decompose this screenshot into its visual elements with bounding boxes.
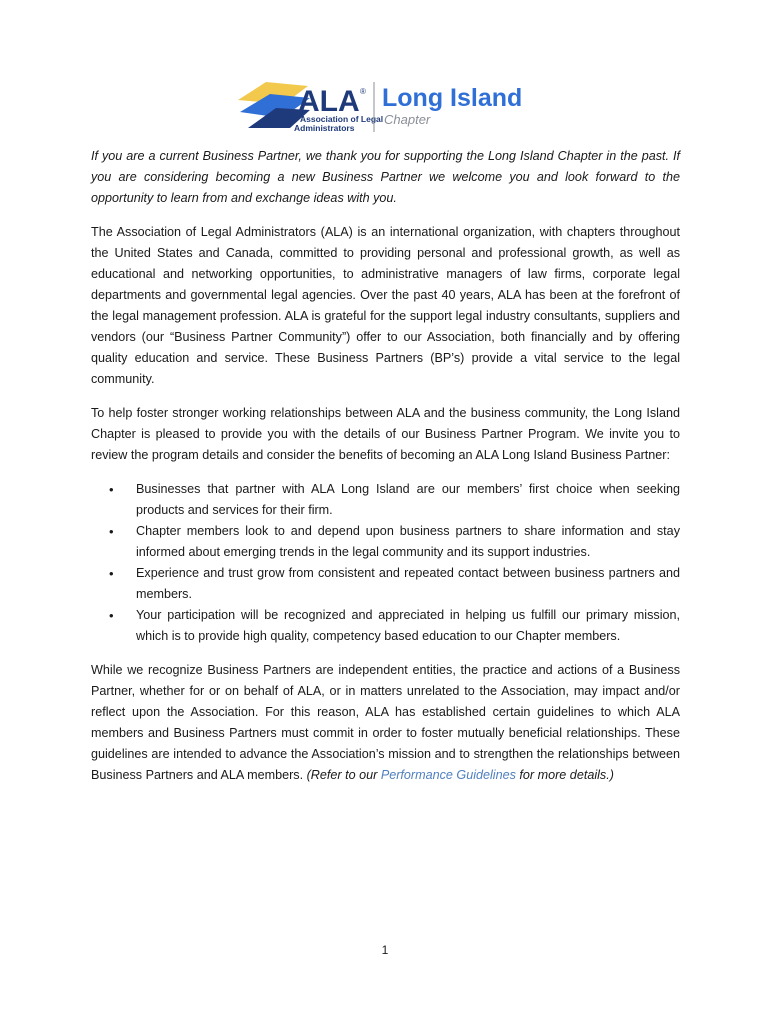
page-number: 1 [381,943,389,957]
ala-long-island-logo [236,78,536,134]
logo-chapter-name: Long Island [382,84,523,112]
logo-registered: ® [360,87,366,96]
refer-prefix: (Refer to our [306,768,378,782]
program-paragraph: To help foster stronger working relationships between ALA and the business community, the Long Island Chapter is pleased to provide you with the details of our Business Partner Program. We invite you to review the program details and consider the benefits of becoming an ALA Long Island Business Partner: [91,406,680,462]
refer-suffix: for more details.) [519,768,614,782]
letter-body [91,146,680,799]
list-item: • Businesses that partner with ALA Long Island are our members’ first choice when seeking products and services for their firm. [136,479,680,521]
list-item: • Your participation will be recognized and appreciated in helping us fulfill our primary mission, which is to provide high quality, competency based education to our Chapter members. [136,605,680,647]
list-item: • Chapter members look to and depend upon business partners to share information and stay informed about emerging trends in the legal community and its support industries. [136,521,680,563]
logo-chapter-label: Chapter [384,112,431,127]
benefits-list [91,479,680,647]
guidelines-text: While we recognize Business Partners are independent entities, the practice and actions of a Business Partner, whether for or on behalf of ALA, or in matters unrelated to the Association, may impact and/or reflect upon the Association. For this reason, ALA has established certain guidelines to which ALA members and Business Partners must commit in order to foster mutually beneficial relationships. These guidelines are intended to advance the Association’s mission and to strengthen the relationships between Business Partners and ALA members. [91,663,680,782]
list-item: • Experience and trust grow from consistent and repeated contact between business partners and members. [136,563,680,605]
performance-guidelines-link[interactable]: Performance Guidelines [380,768,516,782]
about-paragraph: The Association of Legal Administrators (ALA) is an international organization, with chapters throughout the United States and Canada, committed to providing personal and professional growth, as well as educational and networking opportunities, to administrative managers of law firms, corporate legal departments and governmental legal agencies. Over the past 40 years, ALA has been at the forefront of the legal management profession. ALA is grateful for the support legal industry consultants, suppliers and vendors (our “Business Partner Community”) offer to our Association, both financially and by offering quality education and service. These Business Partners (BP’s) provide a vital service to the legal community. [91,225,680,386]
guidelines-paragraph [91,660,680,786]
logo-org: ALA [298,85,360,118]
logo-subtitle-line1: Association of Legal [300,114,384,124]
intro-paragraph: If you are a current Business Partner, we thank you for supporting the Long Island Chapter in the past. If you are considering becoming a new Business Partner we welcome you and look forward to the opportunity to learn from and exchange ideas with you. [91,149,680,205]
logo-subtitle-line2: Administrators [294,123,355,133]
